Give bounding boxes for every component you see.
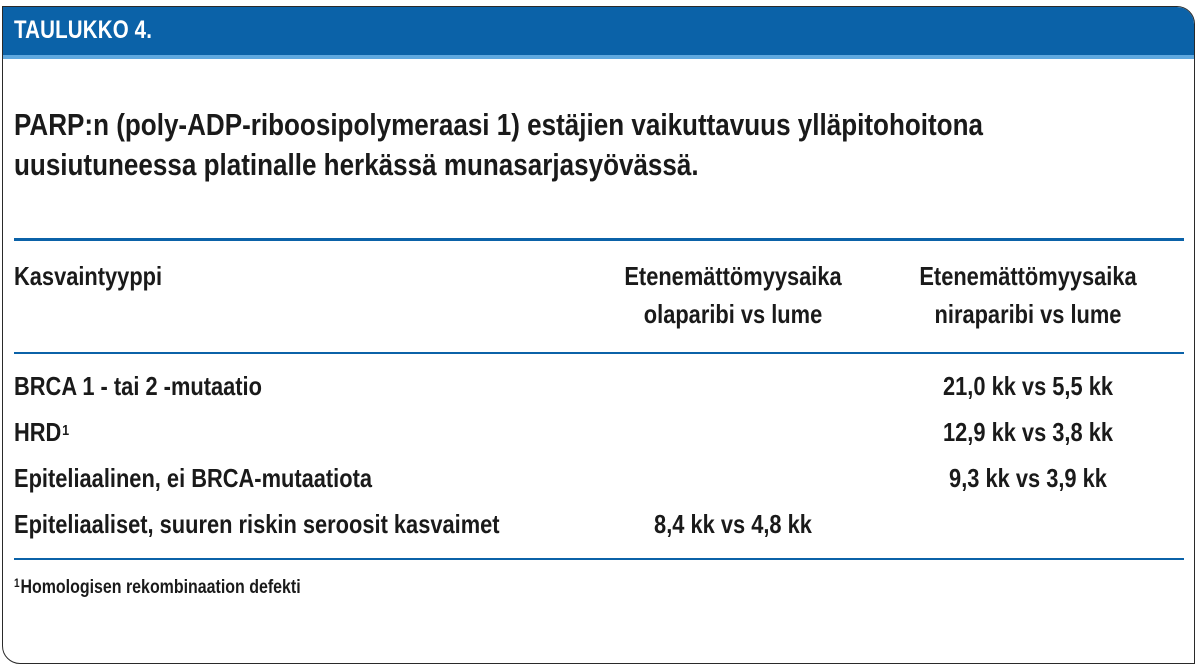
table-number-title: TAULUKKO 4. (14, 16, 153, 44)
column-header-olaparib-line-2: olaparibi vs lume (643, 299, 823, 329)
caption-line-1: PARP:n (poly-ADP-riboosipolymeraasi 1) estäjien vaikuttavuus ylläpitohoitona (14, 107, 983, 142)
table-top-rule (14, 238, 1184, 241)
niraparib-value-epithelial-no-brca: 9,3 kk vs 3,9 kk (949, 463, 1107, 493)
row-label-epithelial-no-brca: Epiteliaalinen, ei BRCA-mutaatiota (14, 463, 372, 493)
table-caption (14, 105, 1106, 185)
row-label-brca: BRCA 1 - tai 2 -mutaatio (14, 371, 262, 401)
caption-line-2: uusiutuneessa platinalle herkässä munasarjasyövässä. (14, 147, 699, 182)
niraparib-value-hrd: 12,9 kk vs 3,8 kk (942, 417, 1114, 447)
table-bottom-rule (14, 558, 1184, 560)
column-header-niraparib-line-2: niraparibi vs lume (934, 299, 1122, 329)
row-label-hrd (14, 415, 69, 450)
table-header-rule (14, 352, 1184, 354)
table-frame (2, 6, 1195, 664)
row-label-hrd-footnote-marker: 1 (62, 422, 70, 439)
header-bar (3, 7, 1194, 59)
column-header-niraparib-line-1: Etenemättömyysaika (919, 261, 1137, 291)
niraparib-value-brca: 21,0 kk vs 5,5 kk (942, 371, 1114, 401)
row-label-hrd-text: HRD (14, 417, 62, 447)
column-header-tumor-type: Kasvaintyyppi (14, 261, 163, 291)
footnote-text: Homologisen rekombinaation defekti (20, 577, 301, 598)
row-label-high-risk-serous: Epiteliaaliset, suuren riskin seroosit kasvaimet (14, 509, 500, 539)
footnote (14, 577, 301, 599)
olaparib-value-high-risk-serous: 8,4 kk vs 4,8 kk (654, 509, 812, 539)
column-header-olaparib-line-1: Etenemättömyysaika (624, 261, 842, 291)
footnote-marker: 1 (14, 576, 20, 590)
